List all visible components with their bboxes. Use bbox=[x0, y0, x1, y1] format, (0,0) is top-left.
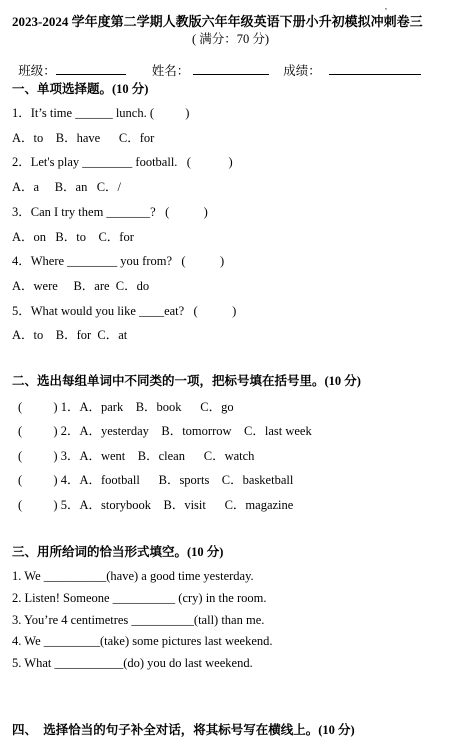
s2-item-2: ( ) 2．A．yesterday B．tomorrow C．last week bbox=[18, 424, 312, 438]
s3-item-5: 5. What ___________(do) you do last weekend. bbox=[12, 656, 253, 670]
s3-item-2: 2. Listen! Someone __________ (cry) in the room. bbox=[12, 591, 267, 605]
s1-options-2: A．a B．an C．/ bbox=[12, 180, 122, 194]
s1-question-5: 5．What would you like ____eat? ( ) bbox=[12, 304, 237, 318]
s2-item-5: ( ) 5．A．storybook B．visit C．magazine bbox=[18, 498, 294, 512]
s2-item-3: ( ) 3．A．went B．clean C．watch bbox=[18, 449, 255, 463]
s3-item-4: 4. We _________(take) some pictures last weekend. bbox=[12, 634, 273, 648]
s1-options-5: A．to B．for C．at bbox=[12, 328, 128, 342]
name-field[interactable] bbox=[193, 62, 269, 75]
s1-options-4: A．were B．are C．do bbox=[12, 279, 150, 293]
section1-heading: 一、单项选择题。(10 分) bbox=[12, 82, 149, 96]
grade-field[interactable] bbox=[329, 62, 421, 75]
student-info-row bbox=[12, 46, 421, 79]
s1-options-1: A．to B．have C．for bbox=[12, 131, 155, 145]
page-title: 2023-2024 学年度第二学期人教版六年年级英语下册小升初模拟冲刺卷三 bbox=[12, 14, 423, 29]
section2-heading: 二、选出每组单词中不同类的一项，把标号填在括号里。(10 分) bbox=[12, 374, 361, 388]
section4-heading: 四、 选择恰当的句子补全对话，将其标号写在横线上。(10 分) bbox=[12, 723, 355, 737]
name-label: 姓名： bbox=[151, 64, 190, 78]
s2-item-1: ( ) 1．A．park B．book C．go bbox=[18, 400, 234, 414]
class-field[interactable] bbox=[56, 62, 126, 75]
grade-label: 成绩： bbox=[283, 64, 321, 78]
class-label: 班级： bbox=[18, 64, 56, 78]
s3-item-1: 1. We __________(have) a good time yesterday. bbox=[12, 569, 254, 583]
s1-question-2: 2．Let's play ________ football. ( ) bbox=[12, 155, 233, 169]
s1-question-1: 1．It’s time ______ lunch. ( ) bbox=[12, 106, 190, 120]
s1-options-3: A．on B．to C．for bbox=[12, 230, 134, 244]
s1-question-4: 4．Where ________ you from? ( ) bbox=[12, 254, 225, 268]
score-note: ( 满分：70 分) bbox=[192, 32, 270, 46]
s3-item-3: 3. You’re 4 centimetres __________(tall) than me. bbox=[12, 613, 265, 627]
s1-question-3: 3．Can I try them _______? ( ) bbox=[12, 205, 208, 219]
s2-item-4: ( ) 4．A．football B．sports C．basketball bbox=[18, 473, 294, 487]
mark-dot: , bbox=[385, 2, 387, 11]
section3-heading: 三、用所给词的恰当形式填空。(10 分) bbox=[12, 545, 224, 559]
